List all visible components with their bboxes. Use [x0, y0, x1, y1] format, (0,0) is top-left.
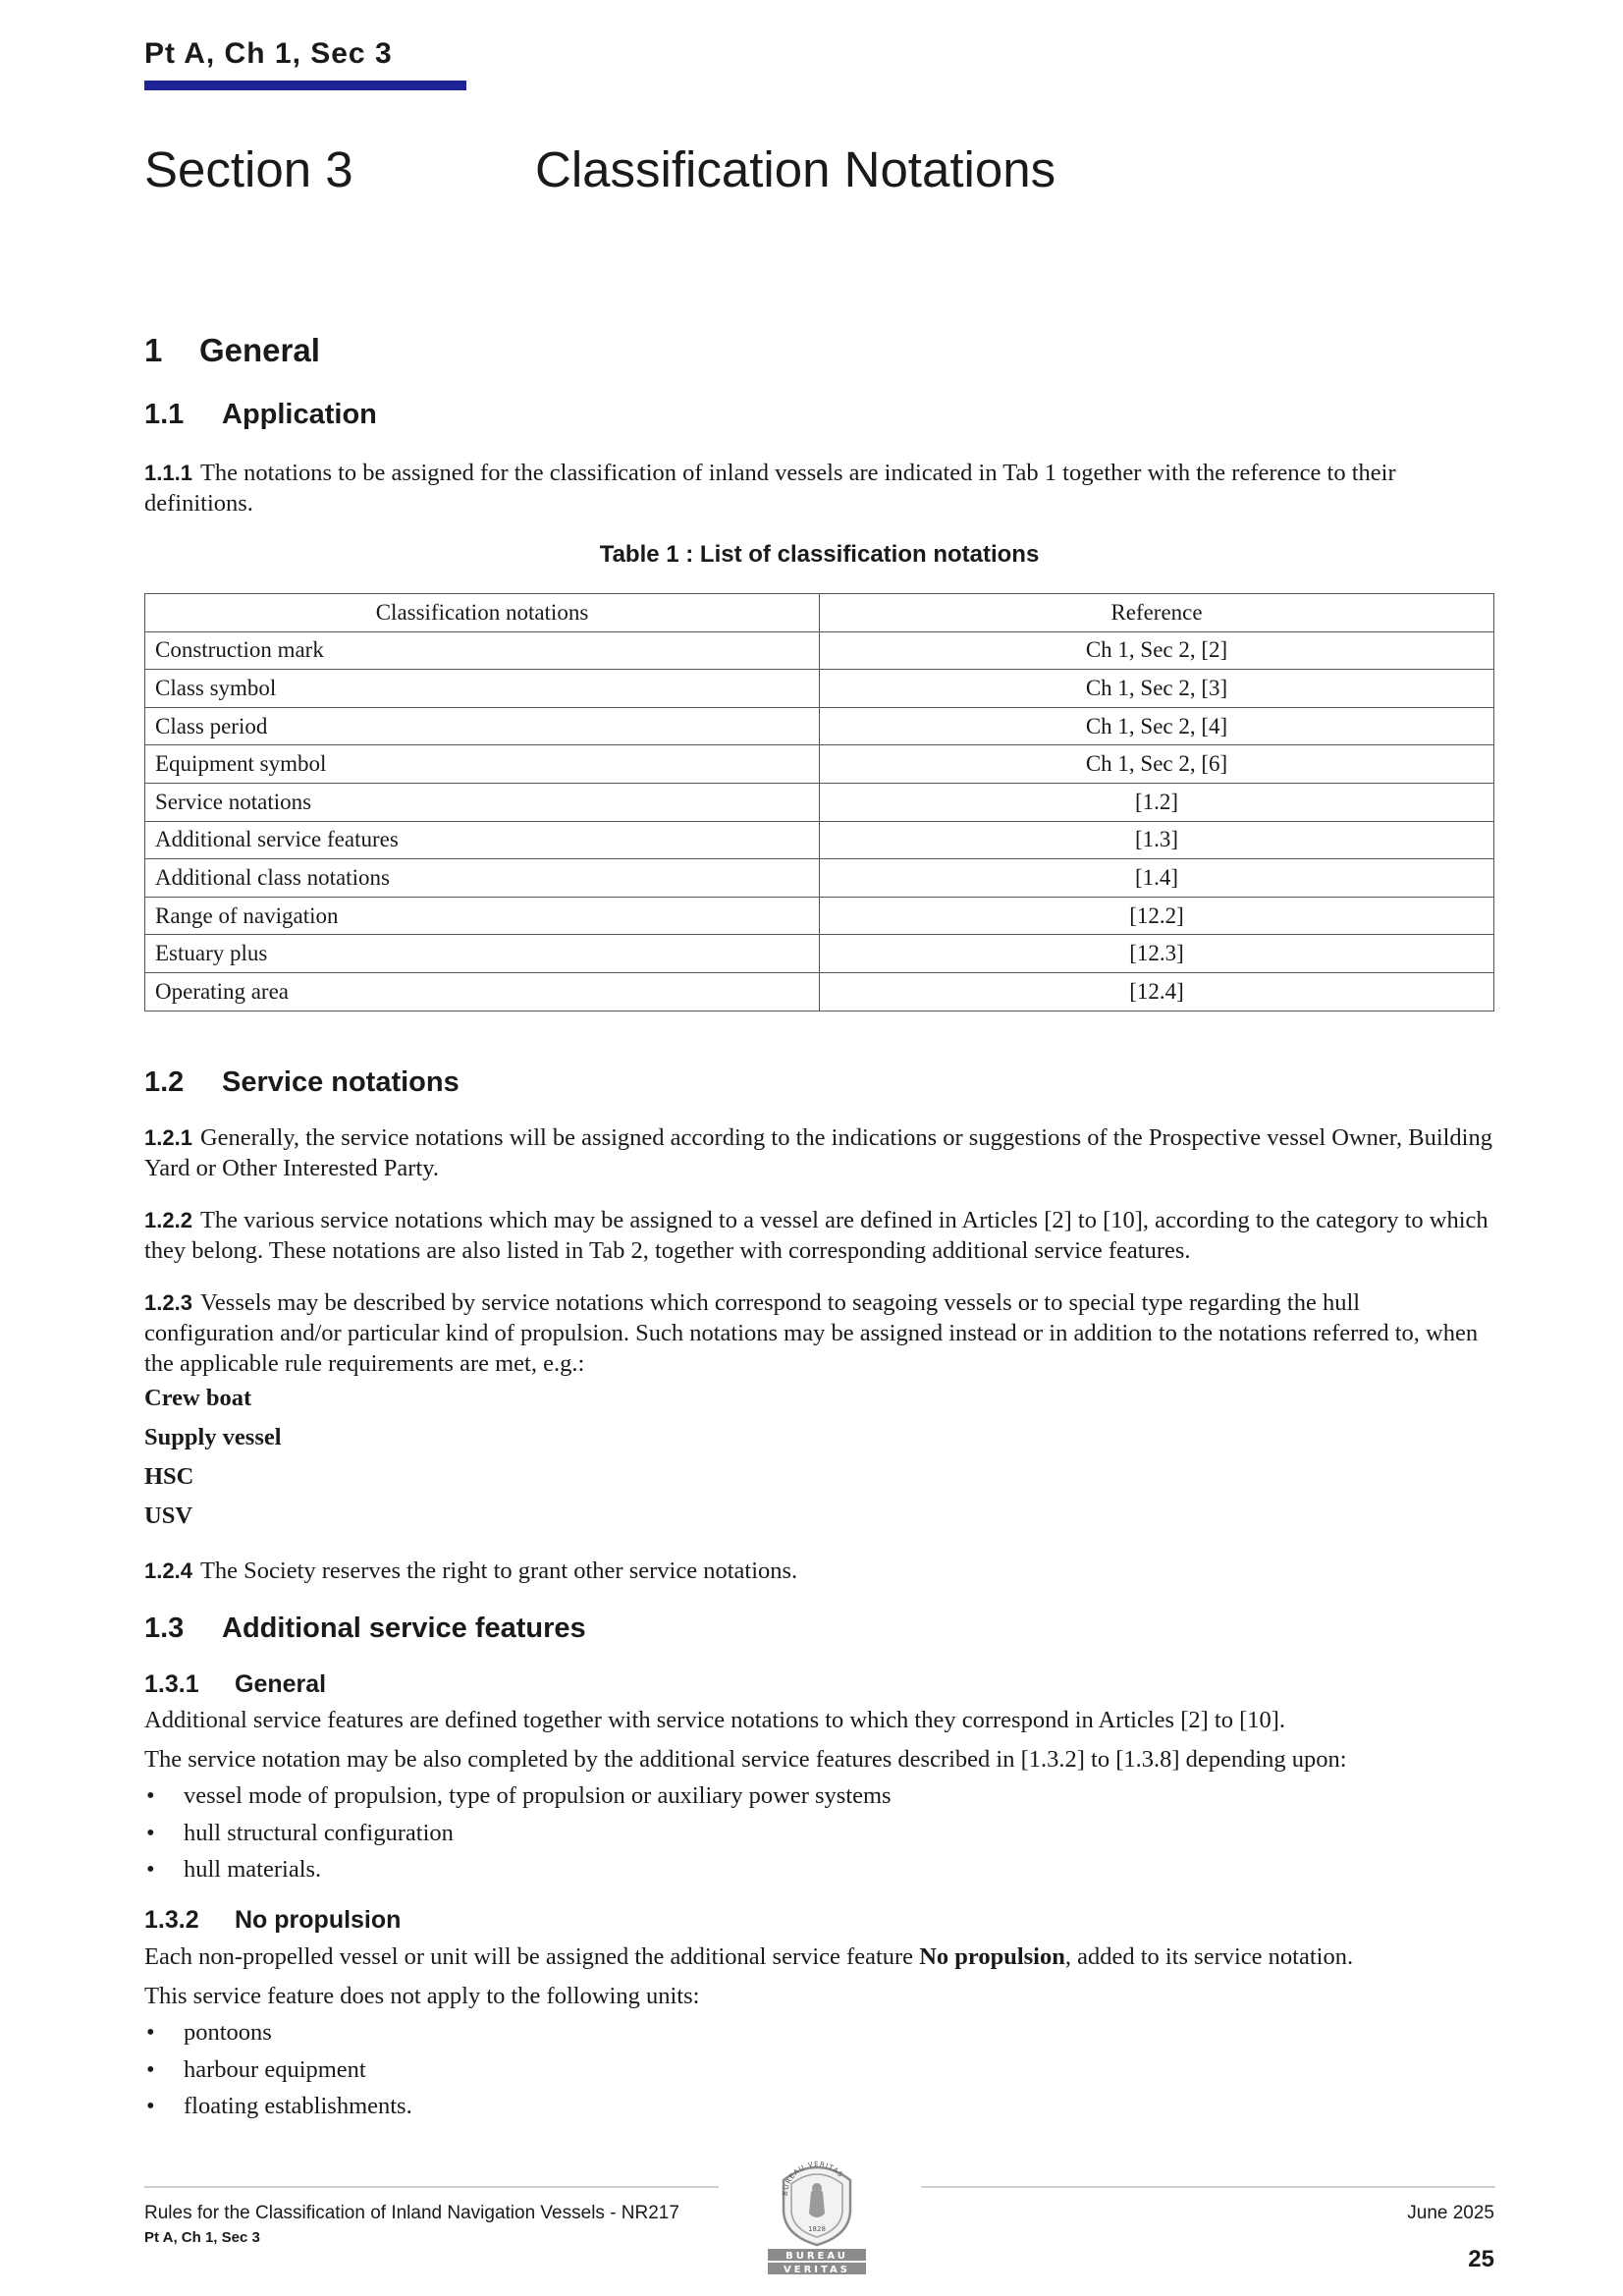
table-row [145, 783, 1494, 821]
logo-word-bureau: BUREAU [785, 2251, 848, 2262]
notation-cell: Additional service features [145, 821, 820, 859]
subsection-number: 1.1 [144, 399, 185, 430]
reference-cell: Ch 1, Sec 2, [4] [820, 707, 1494, 745]
logo-word-veritas: VERITAS [784, 2265, 850, 2275]
list-item: • floating establishments. [144, 2088, 412, 2125]
paragraph-1-3-1-b: The service notation may be also completed by the additional service features described in [1.3.2] to [1.3.8] depending upon: [144, 1746, 1347, 1773]
paragraph-1-3-1-a: Additional service features are defined together with service notations to which they correspond in Articles [2] to [10]. [144, 1707, 1286, 1733]
table-row [145, 707, 1494, 745]
column-header-reference: Reference [820, 594, 1494, 632]
paragraph-text: The various service notations which may be assigned to a vessel are defined in Articles [2] to [10], according to the category to which they belong. These notations are also listed in Tab 2, together with corresponding additional service features. [144, 1207, 1488, 1264]
no-propulsion-notation: No propulsion [919, 1943, 1065, 1970]
sub-subsection-title: General [235, 1670, 327, 1698]
table-row [145, 670, 1494, 708]
reference-cell: [12.3] [820, 935, 1494, 973]
footer-section-ref: Pt A, Ch 1, Sec 3 [144, 2229, 260, 2246]
subsection-title: Additional service features [222, 1613, 586, 1644]
list-item: • hull structural configuration [144, 1815, 892, 1852]
paragraph-1-3-2-b: This service feature does not apply to the following units: [144, 1983, 700, 2009]
paragraph-text: , added to its service notation. [1064, 1943, 1354, 1970]
sub-subsection-heading-1-3-2 [144, 1906, 401, 1935]
footer-rule-right [921, 2186, 1495, 2188]
table-row [145, 821, 1494, 859]
paragraph-text: Generally, the service notations will be assigned according to the indications or suggestions of the Prospective vessel Owner, Building Yard or Other Interested Party. [144, 1124, 1492, 1181]
article-title: General [199, 332, 320, 368]
table-header-row [145, 594, 1494, 632]
list-item: • harbour equipment [144, 2051, 412, 2089]
reference-cell: Ch 1, Sec 2, [3] [820, 670, 1494, 708]
paragraph-number: 1.2.1 [144, 1125, 192, 1150]
table-caption: Table 1 : List of classification notations [599, 541, 1040, 568]
paragraph-text: Each non-propelled vessel or unit will be assigned the additional service feature [144, 1943, 920, 1970]
paragraph-number: 1.2.4 [144, 1558, 192, 1583]
paragraph-number: 1.2.3 [144, 1290, 192, 1315]
service-notation-example: Crew boat [144, 1385, 252, 1411]
table-row [145, 897, 1494, 935]
reference-cell: [1.2] [820, 783, 1494, 821]
notation-cell: Additional class notations [145, 859, 820, 898]
list-item: • pontoons [144, 2014, 412, 2051]
column-header-notations: Classification notations [145, 594, 820, 632]
section-title: Classification Notations [535, 141, 1056, 197]
paragraph-1-1-1 [144, 458, 1494, 519]
table-row [145, 935, 1494, 973]
subsection-title: Application [222, 399, 377, 430]
service-notation-example: Supply vessel [144, 1424, 282, 1450]
paragraph-number: 1.2.2 [144, 1208, 192, 1232]
article-heading [144, 332, 320, 369]
paragraph-text: Vessels may be described by service notations which correspond to seagoing vessels or to special type regarding the hull configuration and/or particular kind of propulsion. Such notations may be assigned instead or in addition to the notations referred to, when the applicable rule requirements are met, e.g.: [144, 1289, 1479, 1377]
paragraph-text: The notations to be assigned for the classification of inland vessels are indicated in Tab 1 together with the reference to their definitions. [144, 460, 1396, 517]
paragraph-1-3-2-a [144, 1941, 1494, 1972]
article-number: 1 [144, 332, 163, 368]
subsection-heading-1-3 [144, 1613, 586, 1645]
sub-subsection-number: 1.3.1 [144, 1670, 199, 1698]
running-head: Pt A, Ch 1, Sec 3 [144, 37, 393, 70]
subsection-number: 1.3 [144, 1613, 185, 1644]
notation-cell: Class symbol [145, 670, 820, 708]
list-item: • vessel mode of propulsion, type of propulsion or auxiliary power systems [144, 1777, 892, 1815]
logo-year: 1828 [808, 2225, 826, 2233]
table-row [145, 631, 1494, 670]
list-item: • hull materials. [144, 1851, 892, 1888]
notation-cell: Service notations [145, 783, 820, 821]
subsection-heading-1-1 [144, 399, 377, 431]
paragraph-text: The Society reserves the right to grant other service notations. [199, 1558, 798, 1584]
section-number: Section 3 [144, 141, 353, 197]
paragraph-1-2-3 [144, 1287, 1494, 1379]
service-notation-example: HSC [144, 1463, 194, 1490]
notation-cell: Construction mark [145, 631, 820, 670]
footer-document-title: Rules for the Classification of Inland Navigation Vessels - NR217 [144, 2203, 679, 2223]
subsection-heading-1-2 [144, 1066, 460, 1099]
paragraph-1-2-1 [144, 1122, 1494, 1183]
paragraph-1-2-2 [144, 1205, 1494, 1266]
notation-cell: Range of navigation [145, 897, 820, 935]
paragraph-1-2-4 [144, 1556, 1494, 1586]
reference-cell: Ch 1, Sec 2, [2] [820, 631, 1494, 670]
notation-cell: Operating area [145, 972, 820, 1011]
reference-cell: Ch 1, Sec 2, [6] [820, 745, 1494, 784]
notation-cell: Class period [145, 707, 820, 745]
subsection-title: Service notations [222, 1066, 460, 1098]
subsection-number: 1.2 [144, 1066, 185, 1098]
classification-notations-table [144, 593, 1494, 1011]
bureau-veritas-logo [766, 2153, 868, 2276]
footer-date: June 2025 [1407, 2203, 1494, 2223]
logo-arc-text: BUREAU VERITAS [781, 2159, 845, 2197]
reference-cell: [1.4] [820, 859, 1494, 898]
notation-cell: Equipment symbol [145, 745, 820, 784]
table-row [145, 745, 1494, 784]
notation-cell: Estuary plus [145, 935, 820, 973]
paragraph-number: 1.1.1 [144, 461, 192, 485]
table-row [145, 859, 1494, 898]
service-notation-example: USV [144, 1503, 193, 1529]
bullet-list-1-3-1 [144, 1777, 892, 1888]
header-rule [144, 81, 466, 90]
footer-rule-left [144, 2186, 719, 2188]
sub-subsection-number: 1.3.2 [144, 1906, 199, 1934]
reference-cell: [12.4] [820, 972, 1494, 1011]
bullet-list-1-3-2 [144, 2014, 412, 2125]
figure-icon [809, 2189, 825, 2217]
table-row [145, 972, 1494, 1011]
page-number: 25 [1468, 2246, 1494, 2272]
sub-subsection-heading-1-3-1 [144, 1670, 326, 1699]
reference-cell: [1.3] [820, 821, 1494, 859]
reference-cell: [12.2] [820, 897, 1494, 935]
sub-subsection-title: No propulsion [235, 1906, 402, 1934]
